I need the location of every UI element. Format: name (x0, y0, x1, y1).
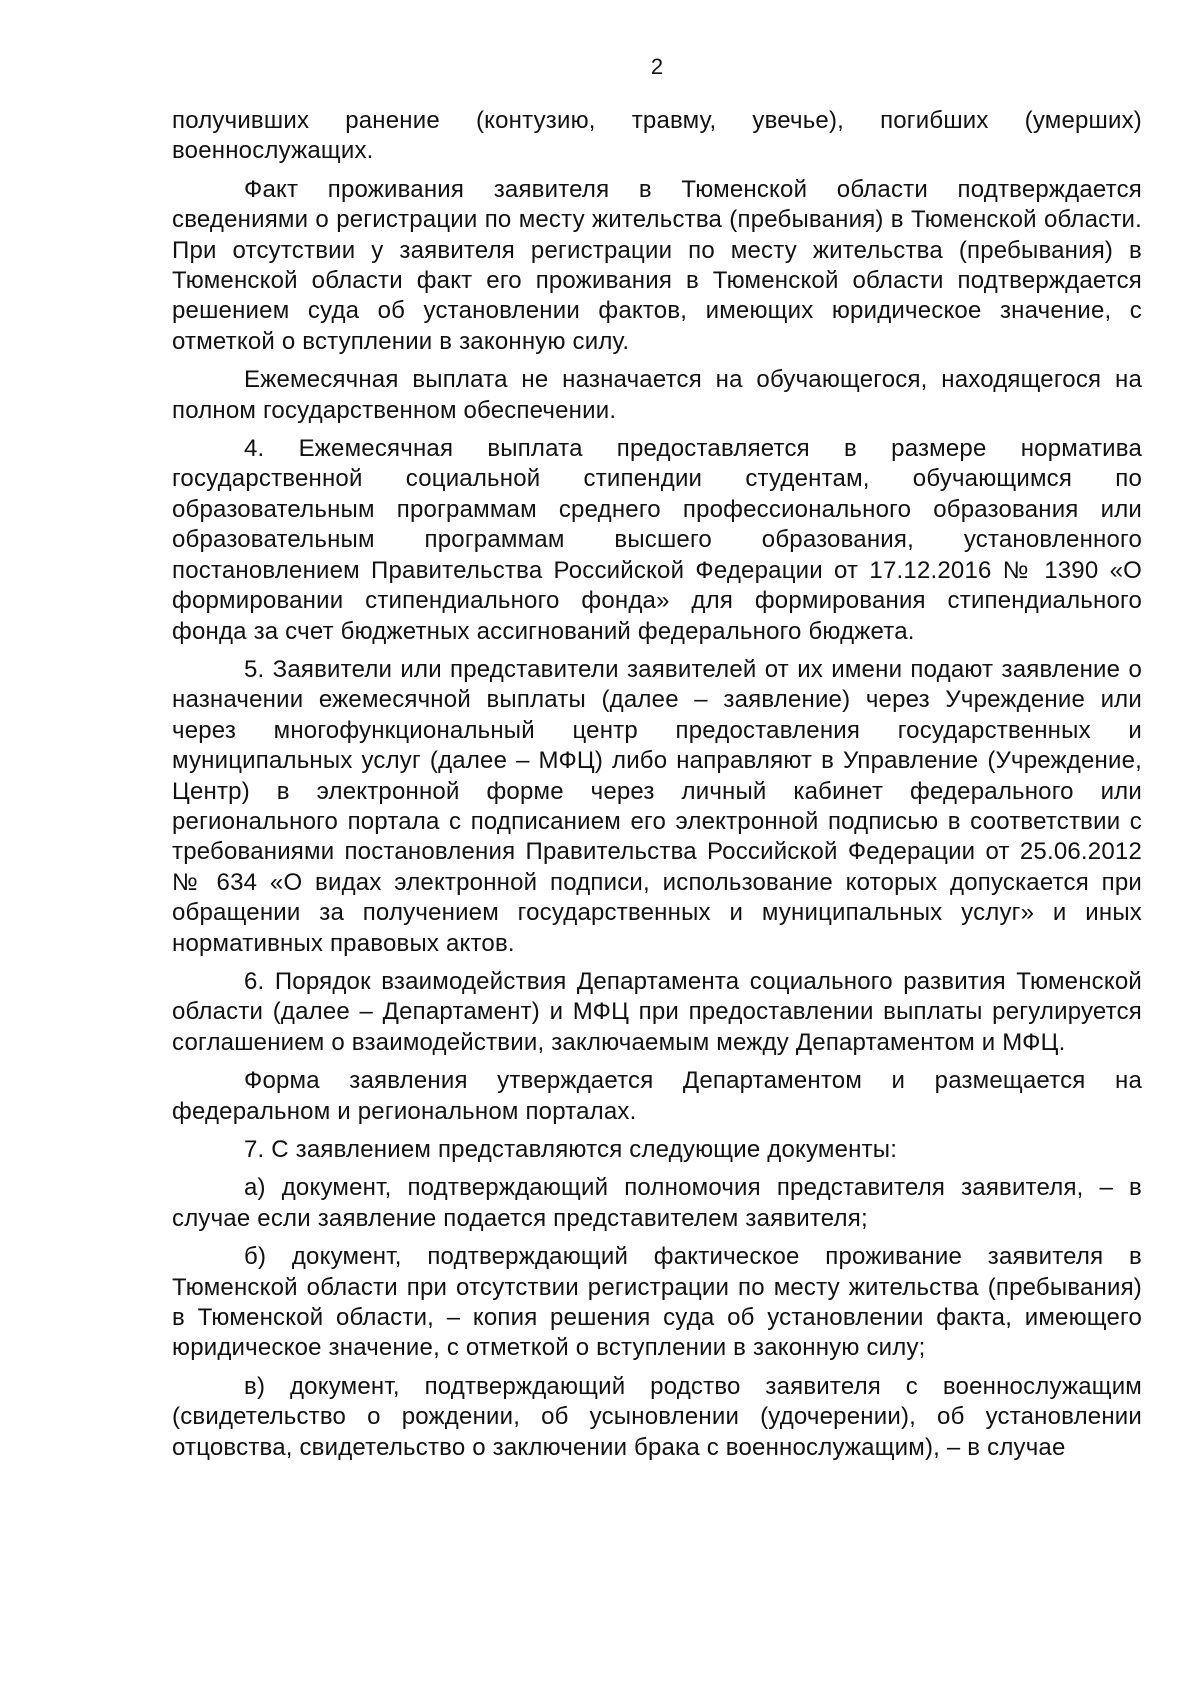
paragraph-9: а) документ, подтверждающий полномочия представителя заявителя, – в случае если заявление подается представителем заявителя; (172, 1174, 1142, 1232)
document-page (172, 52, 1142, 1471)
paragraph-10: б) документ, подтверждающий фактическое проживание заявителя в Тюменской области при отсутствии регистрации по месту жительства (пребывания) в Тюменской области, – копия решения суда об установлении факта, имеющего юридическое значение, с отметкой о вступлении в законную силу; (172, 1243, 1142, 1362)
page-number: 2 (650, 54, 664, 79)
paragraph-1: получивших ранение (контузию, травму, увечье), погибших (умерших) военнослужащих. (172, 107, 1142, 165)
paragraph-5: 5. Заявители или представители заявителей от их имени подают заявление о назначении ежемесячной выплаты (далее – заявление) через Учреждение или через многофункциональный центр предоставления государственных и муниципальных услуг (далее – МФЦ) либо направляют в Управление (Учреждение, Центр) в электронной форме через личный кабинет федерального или регионального портала с подписанием его электронной подписью в соответствии с требованиями постановления Правительства Российской Федерации от 25.06.2012 № 634 «О видах электронной подписи, использование которых допускается при обращении за получением государственных и муниципальных услуг» и иных нормативных правовых актов. (172, 655, 1142, 957)
paragraph-8: 7. С заявлением представляются следующие документы: (244, 1136, 898, 1163)
paragraph-7: Форма заявления утверждается Департаментом и размещается на федеральном и региональном порталах. (172, 1067, 1142, 1125)
paragraph-2: Факт проживания заявителя в Тюменской области подтверждается сведениями о регистрации по месту жительства (пребывания) в Тюменской области. При отсутствии у заявителя регистрации по месту жительства (пребывания) в Тюменской области факт его проживания в Тюменской области подтверждается решением суда об установлении фактов, имеющих юридическое значение, с отметкой о вступлении в законную силу. (172, 175, 1142, 355)
paragraph-11: в) документ, подтверждающий родство заявителя с военнослужащим (свидетельство о рождении, об усыновлении (удочерении), об установлении отцовства, свидетельство о заключении брака с военнослужащим), – в случае (172, 1372, 1142, 1461)
paragraph-3: Ежемесячная выплата не назначается на обучающегося, находящегося на полном государственном обеспечении. (172, 366, 1142, 424)
paragraph-6: 6. Порядок взаимодействия Департамента социального развития Тюменской области (далее – Департамент) и МФЦ при предоставлении выплаты регулируется соглашением о взаимодействии, заключаемым между Департаментом и МФЦ. (172, 967, 1142, 1056)
paragraph-4: 4. Ежемесячная выплата предоставляется в размере норматива государственной социальной стипендии студентам, обучающимся по образовательным программам среднего профессионального образования или образовательным программам высшего образования, установленного постановлением Правительства Российской Федерации от 17.12.2016 № 1390 «О формировании стипендиального фонда» для формирования стипендиального фонда за счет бюджетных ассигнований федерального бюджета. (172, 435, 1142, 645)
